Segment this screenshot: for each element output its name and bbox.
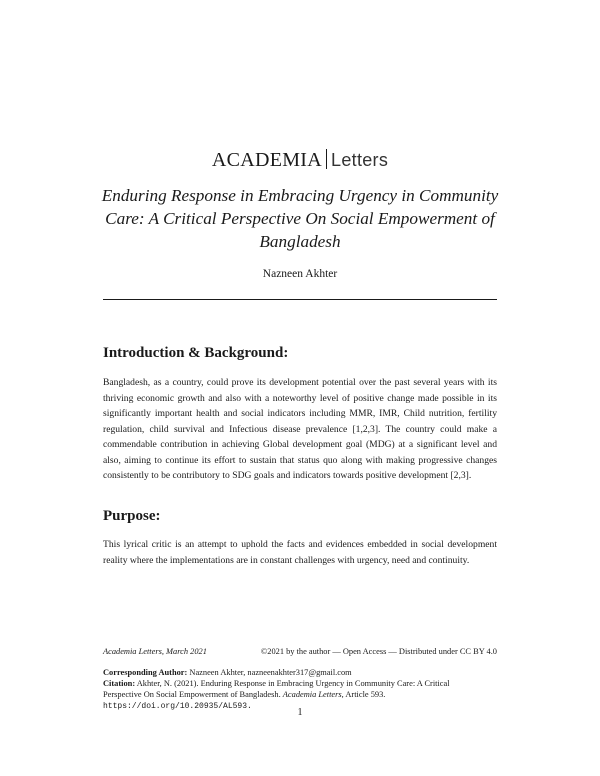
brand-suffix: Letters <box>331 150 389 170</box>
citation-label: Citation: <box>103 679 136 688</box>
doi-link[interactable]: https://doi.org/10.20935/AL593. <box>103 702 252 711</box>
journal-date: Academia Letters, March 2021 <box>103 647 207 656</box>
citation-text-2b: , Article 593. <box>341 690 386 699</box>
brand-divider <box>326 149 327 169</box>
citation-text-2a: Perspective On Social Empowerment of Bangladesh. <box>103 690 281 699</box>
citation-journal: Academia Letters <box>282 690 342 699</box>
citation-text-1: Akhter, N. (2021). Enduring Response in Embracing Urgency in Community Care: A Critical <box>136 679 450 688</box>
brand-name: ACADEMIA <box>211 149 323 171</box>
title-line-1: Enduring Response in Embracing Urgency in Community <box>101 186 499 205</box>
license-notice: ©2021 by the author — Open Access — Distributed under CC BY 4.0 <box>260 647 497 656</box>
page-number: 1 <box>297 707 303 718</box>
title-line-2: Care: A Critical Perspective On Social Empowerment of <box>105 209 495 228</box>
intro-paragraph: Bangladesh, as a country, could prove its development potential over the past several years with its thriving economic growth and also with a noteworthy level of positive change made possible in its significantly important health and social indicators including MMR, IMR, Child nutrition, fertility regulation, child survival and Infectious disease prevalence [1,2,3]. The country could make a commendable contribution in achieving Global development goal (MDG) at a significant level and also, aiming to continue its effort to sustain that status quo along with making progressive changes consistently to be contributory to SDG goals and indicators towards positive development [2,3]. <box>103 377 497 481</box>
intro-heading: Introduction & Background: <box>103 345 289 361</box>
purpose-paragraph: This lyrical critic is an attempt to uphold the facts and evidences embedded in social development reality where the implementations are in constant challenges with urgency, need and continuity. <box>103 539 497 566</box>
title-line-3: Bangladesh <box>259 232 341 251</box>
citation-line-2 <box>103 689 503 700</box>
author-name: Nazneen Akhter <box>262 268 338 280</box>
citation-line-1 <box>103 678 503 689</box>
journal-brand <box>0 149 600 172</box>
corresponding-author <box>103 667 503 678</box>
purpose-heading: Purpose: <box>103 508 161 524</box>
corresponding-value: Nazneen Akhter, nazneenakhter317@gmail.com <box>189 668 352 677</box>
title-divider <box>103 299 497 300</box>
paper-title <box>100 184 500 253</box>
corresponding-label: Corresponding Author: <box>103 668 188 677</box>
footer-citation-block <box>103 667 503 712</box>
